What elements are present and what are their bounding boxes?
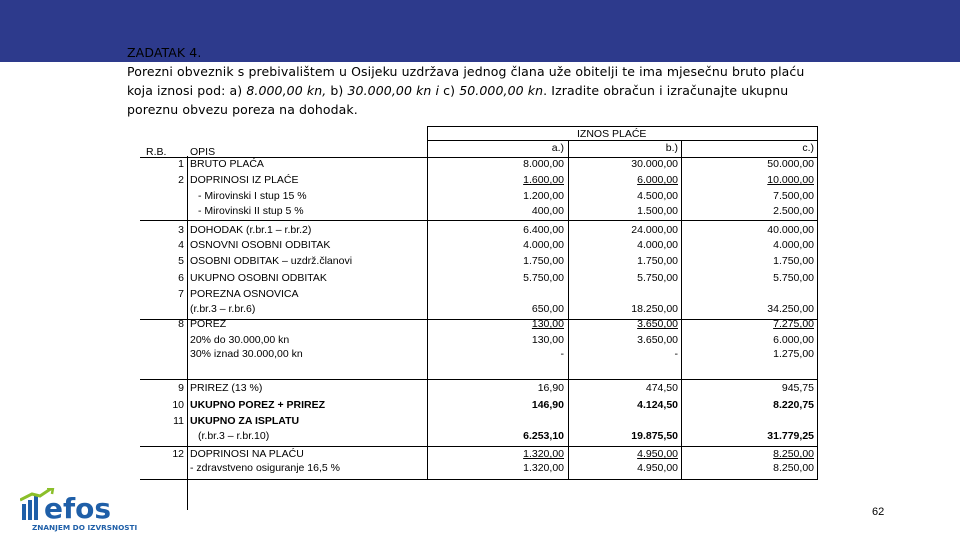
row-value-a: 130,00 <box>531 318 564 330</box>
svg-text:efos: efos <box>44 492 112 525</box>
row-value-b: 474,50 <box>645 382 678 394</box>
row-description: OSNOVNI OSOBNI ODBITAK <box>190 239 331 251</box>
row-value-c: 31.779,25 <box>767 430 814 442</box>
row-value-a: 6.253,10 <box>523 430 564 442</box>
row-number: 3 <box>178 224 184 236</box>
row-value-c: 7.500,00 <box>773 190 814 202</box>
row-value-c: 8.220,75 <box>773 399 814 411</box>
row-number: 5 <box>178 255 184 267</box>
row-value-b: 24.000,00 <box>631 224 678 236</box>
row-value-c: 4.000,00 <box>773 239 814 251</box>
row-value-a: 130,00 <box>531 334 564 346</box>
row-description: (r.br.3 – r.br.6) <box>190 303 256 315</box>
row-description: PRIREZ (13 %) <box>190 382 263 394</box>
row-value-a: 4.000,00 <box>523 239 564 251</box>
calculation-table <box>140 126 820 486</box>
row-description: - Mirovinski II stup 5 % <box>198 205 304 217</box>
row-value-b: 4.950,00 <box>637 448 678 460</box>
row-value-b: 19.875,50 <box>631 430 678 442</box>
row-value-b: 4.000,00 <box>637 239 678 251</box>
row-number: 1 <box>178 158 184 170</box>
row-value-c: 1.275,00 <box>773 348 814 360</box>
row-value-a: 1.750,00 <box>523 255 564 267</box>
row-number: 9 <box>178 382 184 394</box>
row-description: UKUPNO OSOBNI ODBITAK <box>190 272 327 284</box>
row-description: - Mirovinski I stup 15 % <box>198 190 307 202</box>
task-body: Porezni obveznik s prebivalištem u Osijeku uzdržava jednog člana uže obitelji te ima mjesečnu bruto plaću koja iznosi pod: a) 8.000,00 kn, b) 30.000,00 kn i c) 50.000,00 kn. Izradite obračun i izračunajte ukupnu poreznu obvezu poreza na dohodak. <box>127 64 805 117</box>
row-number: 2 <box>178 174 184 186</box>
row-value-c: 6.000,00 <box>773 334 814 346</box>
row-description: 30% iznad 30.000,00 kn <box>190 348 303 360</box>
row-description: 20% do 30.000,00 kn <box>190 334 290 346</box>
header-opis: OPIS <box>190 146 216 158</box>
row-value-b: 6.000,00 <box>637 174 678 186</box>
header-rb: R.B. <box>146 146 167 158</box>
row-value-c: 50.000,00 <box>767 158 814 170</box>
row-description: BRUTO PLAĆA <box>190 158 264 170</box>
row-value-a: 16,90 <box>537 382 564 394</box>
task-title: ZADATAK 4. <box>127 45 202 60</box>
row-number: 6 <box>178 272 184 284</box>
row-value-b: 30.000,00 <box>631 158 678 170</box>
row-value-c: 10.000,00 <box>767 174 814 186</box>
row-number: 11 <box>173 415 184 427</box>
header-iznos: IZNOS PLAĆE <box>577 128 647 140</box>
row-description: POREZ <box>190 318 227 330</box>
row-value-b: 4.500,00 <box>637 190 678 202</box>
row-value-c: 5.750,00 <box>773 272 814 284</box>
row-value-a: 1.320,00 <box>523 448 564 460</box>
row-description: - zdravstveno osiguranje 16,5 % <box>190 462 340 474</box>
row-value-a: - <box>560 348 564 360</box>
row-value-a: 1.320,00 <box>523 462 564 474</box>
row-number: 12 <box>172 448 184 460</box>
row-description: UKUPNO ZA ISPLATU <box>190 415 300 427</box>
row-description: OSOBNI ODBITAK – uzdrž.članovi <box>190 255 353 267</box>
row-value-b: - <box>674 348 678 360</box>
row-number: 8 <box>178 318 184 330</box>
row-value-a: 1.200,00 <box>523 190 564 202</box>
row-value-b: 1.500,00 <box>637 205 678 217</box>
row-value-c: 34.250,00 <box>767 303 814 315</box>
row-number: 10 <box>172 399 184 411</box>
row-value-c: 2.500,00 <box>773 205 814 217</box>
row-value-b: 4.124,50 <box>637 399 678 411</box>
task-text <box>127 43 827 119</box>
row-description: POREZNA OSNOVICA <box>190 288 299 300</box>
row-value-b: 5.750,00 <box>637 272 678 284</box>
row-value-c: 8.250,00 <box>773 448 814 460</box>
row-value-a: 6.400,00 <box>523 224 564 236</box>
efos-logo <box>20 488 150 532</box>
page-number: 62 <box>872 506 885 518</box>
header-b: b.) <box>665 142 678 154</box>
header-c: c.) <box>802 142 814 154</box>
row-value-b: 3.650,00 <box>637 334 678 346</box>
row-value-a: 146,90 <box>531 399 564 411</box>
row-description: DOPRINOSI IZ PLAĆE <box>190 174 299 186</box>
row-value-c: 8.250,00 <box>773 462 814 474</box>
row-value-c: 945,75 <box>781 382 814 394</box>
row-value-a: 1.600,00 <box>523 174 564 186</box>
row-value-c: 7.275,00 <box>773 318 814 330</box>
row-description: DOHODAK (r.br.1 – r.br.2) <box>190 224 312 236</box>
row-value-b: 3.650,00 <box>637 318 678 330</box>
row-value-c: 1.750,00 <box>773 255 814 267</box>
row-value-a: 650,00 <box>531 303 564 315</box>
row-value-a: 400,00 <box>531 205 564 217</box>
row-value-b: 18.250,00 <box>631 303 678 315</box>
row-value-a: 5.750,00 <box>523 272 564 284</box>
svg-text:ZNANJEM DO IZVRSNOSTI: ZNANJEM DO IZVRSNOSTI <box>32 523 138 532</box>
row-value-a: 8.000,00 <box>523 158 564 170</box>
row-number: 7 <box>178 288 184 300</box>
row-value-c: 40.000,00 <box>767 224 814 236</box>
row-value-b: 1.750,00 <box>637 255 678 267</box>
header-a: a.) <box>551 142 564 154</box>
row-description: UKUPNO POREZ + PRIREZ <box>190 399 326 411</box>
row-value-b: 4.950,00 <box>637 462 678 474</box>
row-description: DOPRINOSI NA PLAĆU <box>190 448 304 460</box>
row-number: 4 <box>178 239 184 251</box>
row-description: (r.br.3 – r.br.10) <box>198 430 270 442</box>
